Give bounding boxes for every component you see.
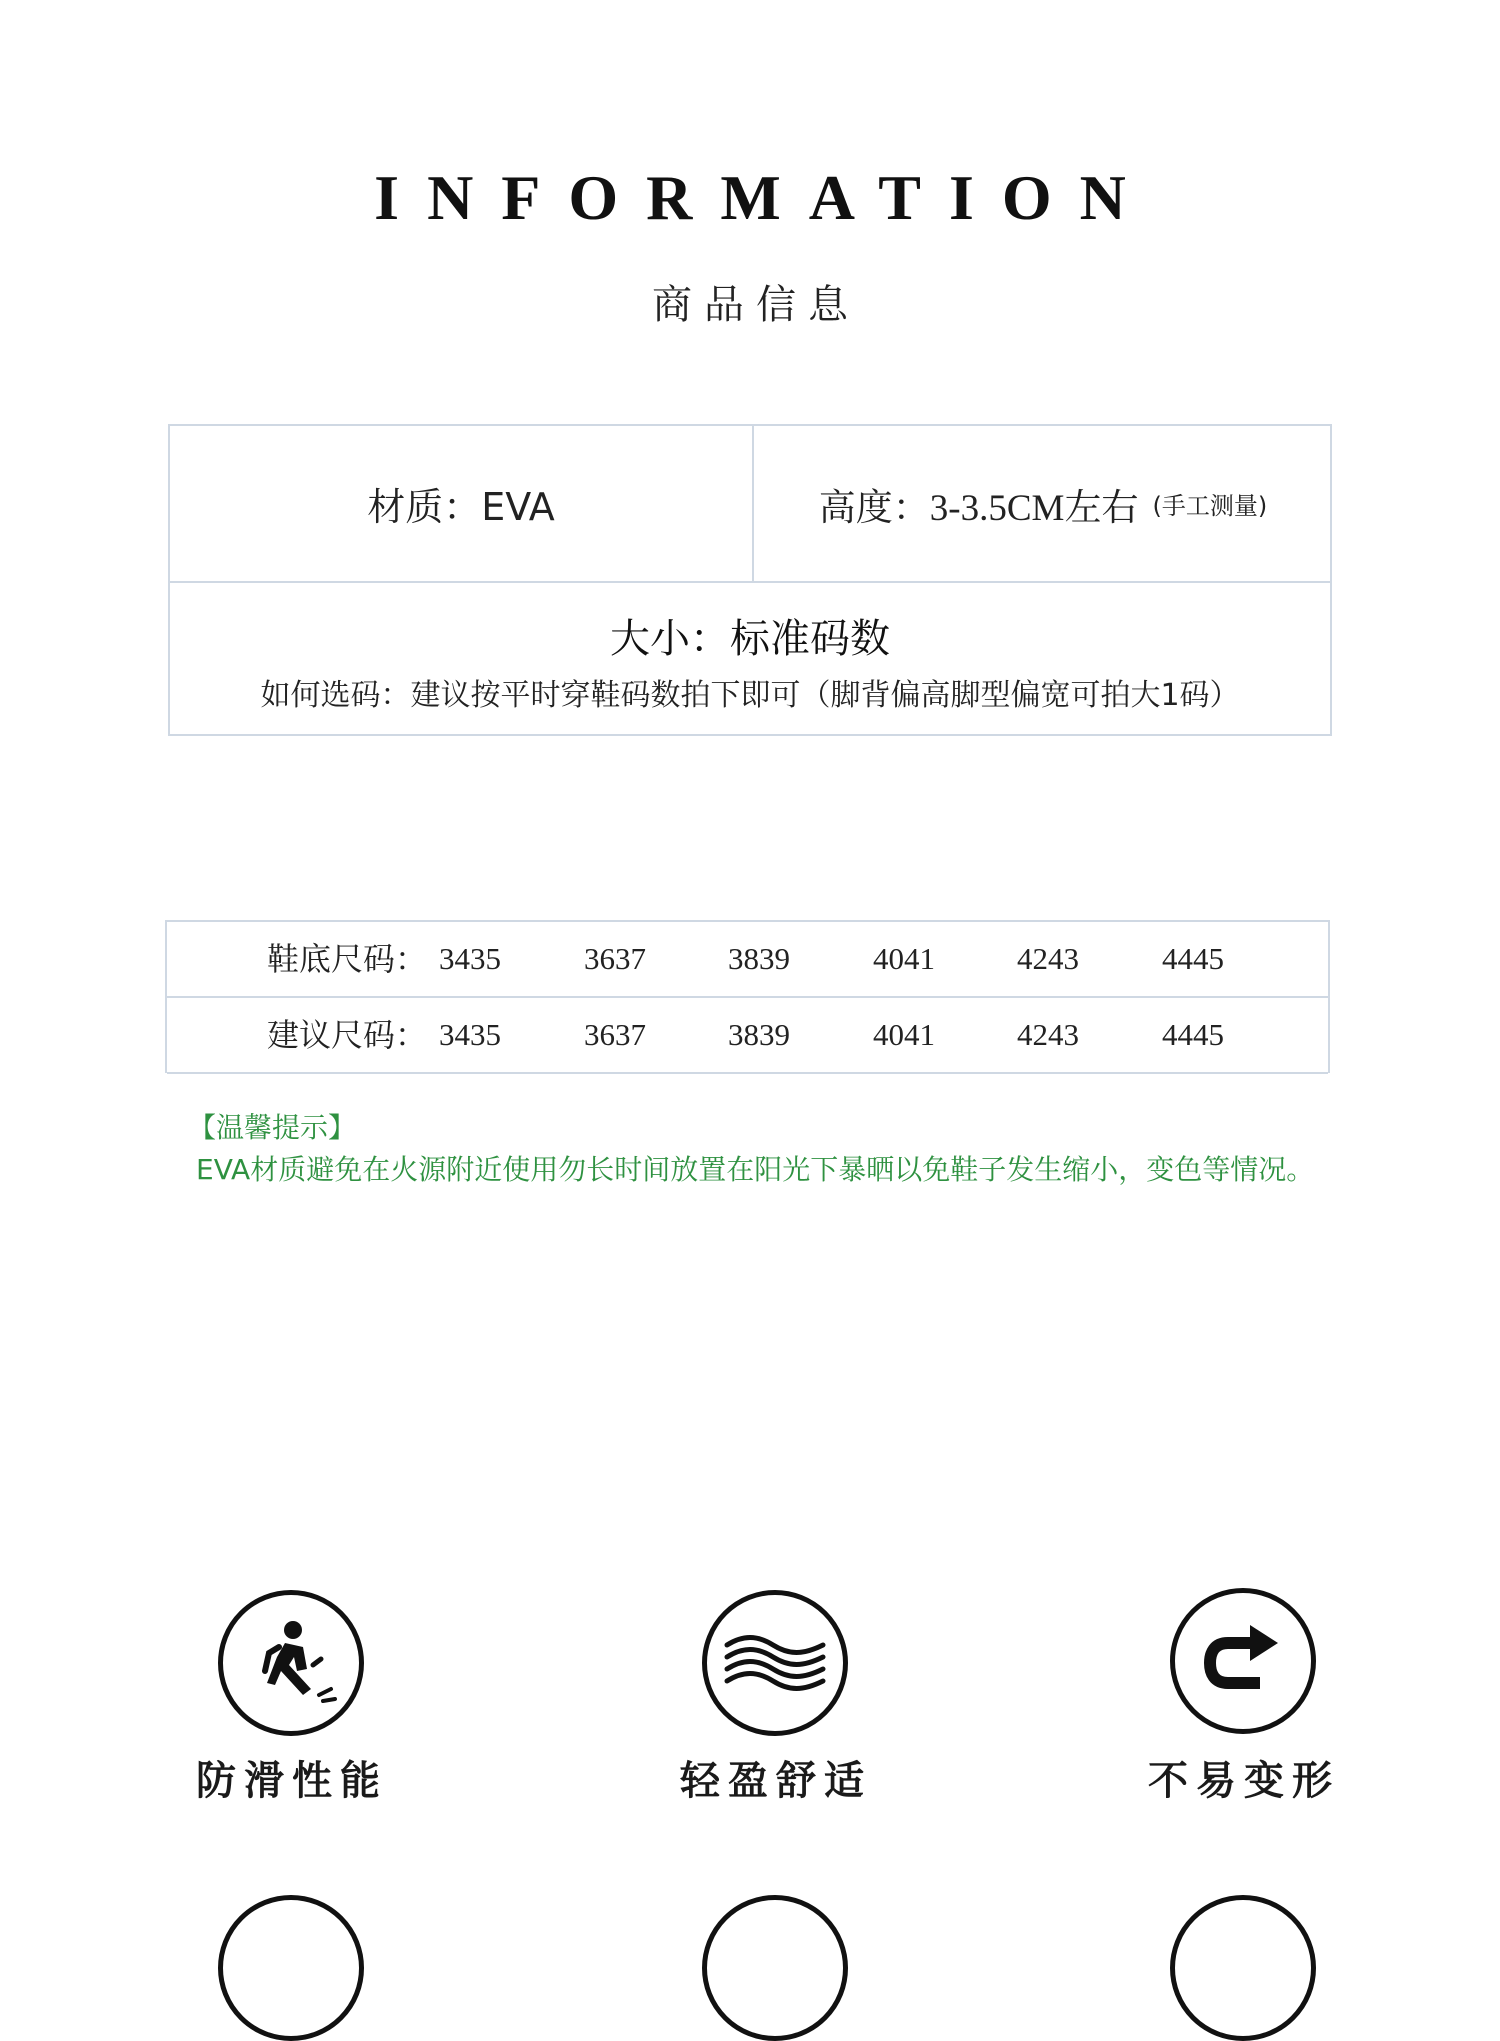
product-info-table bbox=[168, 424, 1332, 736]
return-arrow-icon bbox=[1170, 1588, 1316, 1734]
table-row bbox=[167, 922, 1328, 998]
tip-text: EVA材质避免在火源附近使用勿长时间放置在阳光下暴晒以免鞋子发生缩小，变色等情况。 bbox=[196, 1153, 1315, 1186]
size-value: 4041 bbox=[873, 941, 935, 976]
feature-label: 不易变形 bbox=[1148, 1758, 1340, 1804]
height-label: 高度： bbox=[818, 485, 930, 529]
suggested-size-label: 建议尺码： bbox=[267, 1016, 428, 1054]
size-value: 3435 bbox=[439, 941, 501, 976]
size-value: 4445 bbox=[1162, 1017, 1224, 1052]
feature-label: 轻盈舒适 bbox=[680, 1758, 872, 1804]
height-value: 3-3.5CM左右 bbox=[929, 487, 1139, 529]
size-table bbox=[165, 920, 1330, 1073]
page-title-en: INFORMATION bbox=[374, 162, 1154, 233]
size-value: 3839 bbox=[728, 941, 790, 976]
table-row bbox=[167, 998, 1328, 1074]
page-title-cn: 商品信息 bbox=[652, 282, 860, 328]
waves-icon bbox=[702, 1590, 848, 1736]
material-cell bbox=[170, 426, 752, 581]
size-value: 4243 bbox=[1017, 941, 1079, 976]
size-value: 4445 bbox=[1162, 941, 1224, 976]
feature-icon-partial bbox=[218, 1895, 364, 2041]
tip-title: 【温馨提示】 bbox=[188, 1111, 357, 1144]
size-value: 3839 bbox=[728, 1017, 790, 1052]
size-note: 如何选码：建议按平时穿鞋码数拍下即可（脚背偏高脚型偏宽可拍大1码） bbox=[260, 678, 1240, 713]
table-divider-horizontal bbox=[170, 581, 1330, 583]
sole-size-label: 鞋底尺码： bbox=[267, 940, 428, 978]
size-value: 3435 bbox=[439, 1017, 501, 1052]
height-note: (手工测量) bbox=[1152, 492, 1268, 520]
size-value: 3637 bbox=[584, 1017, 646, 1052]
size-value: 4041 bbox=[873, 1017, 935, 1052]
feature-icon-partial bbox=[1170, 1895, 1316, 2041]
size-value: 4243 bbox=[1017, 1017, 1079, 1052]
slip-person-icon bbox=[218, 1590, 364, 1736]
feature-icon-partial bbox=[702, 1895, 848, 2041]
feature-label: 防滑性能 bbox=[196, 1758, 388, 1804]
size-value: 3637 bbox=[584, 941, 646, 976]
material-text: 材质：EVA bbox=[367, 485, 555, 529]
size-title: 大小：标准码数 bbox=[610, 616, 890, 662]
height-cell bbox=[754, 426, 1332, 581]
